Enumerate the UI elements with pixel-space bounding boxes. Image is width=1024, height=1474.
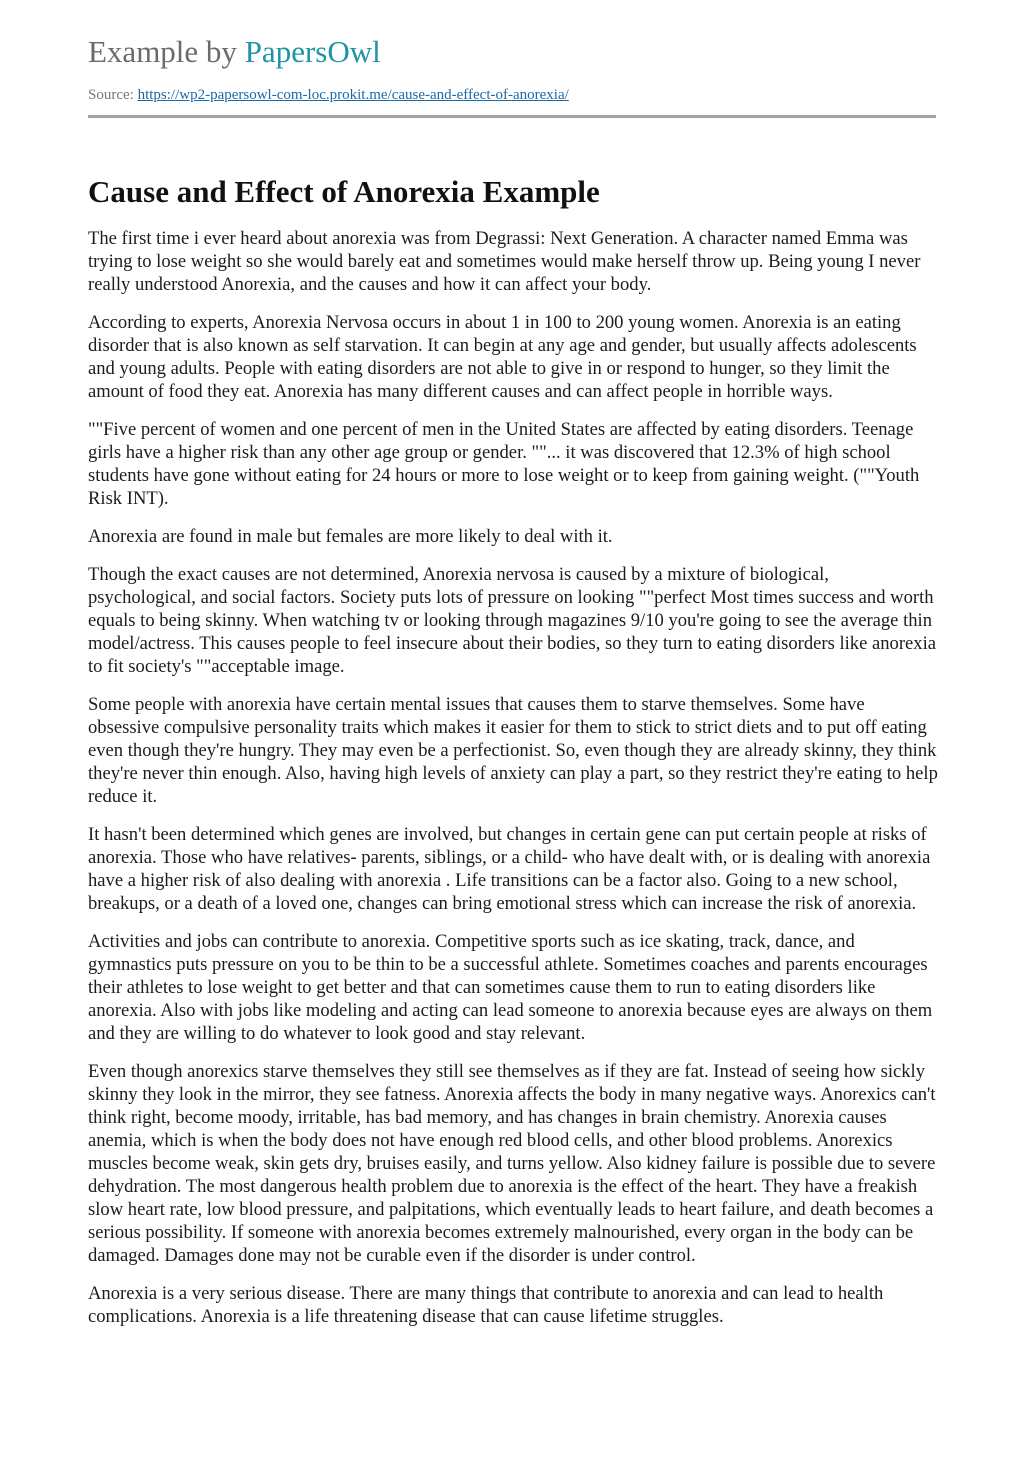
page-title: Cause and Effect of Anorexia Example <box>88 174 600 209</box>
brand-header <box>88 32 938 72</box>
source-link[interactable]: https://wp2-papersowl-com-loc.prokit.me/cause-and-effect-of-anorexia/ <box>137 87 569 103</box>
paragraph-9: Even though anorexics starve themselves they still see themselves as if they are fat. Instead of seeing how sickly skinny they look in the mirror, they see fatness. Anorexia affects the body in many negative ways. Anorexics can't think right, become moody, irritable, has bad memory, and has changes in brain chemistry. Anorexia causes anemia, which is when the body does not have enough red blood cells, and other blood problems. Anorexics muscles become weak, skin gets dry, bruises easily, and turns yellow. Also kidney failure is possible due to severe dehydration. The most dangerous health problem due to anorexia is the effect of the heart. They have a freakish slow heart rate, low blood pressure, and palpitations, which eventually leads to heart failure, and death becomes a serious possibility. If someone with anorexia becomes extremely malnourished, every organ in the body can be damaged. Damages done may not be curable even if the disorder is under control. <box>88 1061 936 1266</box>
brand-prefix: Example by <box>88 34 245 69</box>
paragraph-3: ""Five percent of women and one percent of men in the United States are affected by eating disorders. Teenage girls have a higher risk than any other age group or gender. ""... it was discovered that 12.3% of high school students have gone without eating for 24 hours or more to lose weight or to keep from gaining weight. (""Youth Risk INT). <box>88 419 920 509</box>
paragraph-7: It hasn't been determined which genes are involved, but changes in certain gene can put certain people at risks of anorexia. Those who have relatives- parents, siblings, or a child- who have dealt with, or is dealing with anorexia have a higher risk of also dealing with anorexia . Life transitions can be a factor also. Going to a new school, breakups, or a death of a loved one, changes can bring emotional stress which can increase the risk of anorexia. <box>88 824 931 914</box>
paragraph-10: Anorexia is a very serious disease. There are many things that contribute to anorexia and can lead to health complications. Anorexia is a life threatening disease that can cause lifetime struggles. <box>88 1283 884 1327</box>
paragraph-4: Anorexia are found in male but females are more likely to deal with it. <box>88 526 613 547</box>
article-body <box>88 227 938 1328</box>
brand-name: PapersOwl <box>244 34 381 69</box>
document-page <box>88 0 938 1343</box>
header-divider <box>88 115 936 118</box>
source-line <box>88 85 938 105</box>
paragraph-8: Activities and jobs can contribute to anorexia. Competitive sports such as ice skating, track, dance, and gymnastics puts pressure on you to be thin to be a successful athlete. Sometimes coaches and parents encourages their athletes to lose weight to get better and that can sometimes cause them to run to eating disorders like anorexia. Also with jobs like modeling and acting can lead someone to anorexia because eyes are always on them and they are willing to do whatever to look good and stay relevant. <box>88 931 933 1044</box>
paragraph-6: Some people with anorexia have certain mental issues that causes them to starve themselves. Some have obsessive compulsive personality traits which makes it easier for them to stick to strict diets and to put off eating even though they're hungry. They may even be a perfectionist. So, even though they are already skinny, they think they're never thin enough. Also, having high levels of anxiety can play a part, so they restrict they're eating to help reduce it. <box>88 694 938 807</box>
paragraph-2: According to experts, Anorexia Nervosa occurs in about 1 in 100 to 200 young women. Anorexia is an eating disorder that is also known as self starvation. It can begin at any age and gender, but usually affects adolescents and young adults. People with eating disorders are not able to give in or respond to hunger, so they limit the amount of food they eat. Anorexia has many different causes and can affect people in horrible ways. <box>88 312 917 402</box>
paragraph-1: The first time i ever heard about anorexia was from Degrassi: Next Generation. A character named Emma was trying to lose weight so she would barely eat and sometimes would make herself throw up. Being young I never really understood Anorexia, and the causes and how it can affect your body. <box>88 228 921 295</box>
paragraph-5: Though the exact causes are not determined, Anorexia nervosa is caused by a mixture of biological, psychological, and social factors. Society puts lots of pressure on looking ""perfect Most times success and worth equals to being skinny. When watching tv or looking through magazines 9/10 you're going to see the average thin model/actress. This causes people to feel insecure about their bodies, so they turn to eating disorders like anorexia to fit society's ""acceptable image. <box>88 564 937 677</box>
source-label: Source: <box>88 87 138 103</box>
